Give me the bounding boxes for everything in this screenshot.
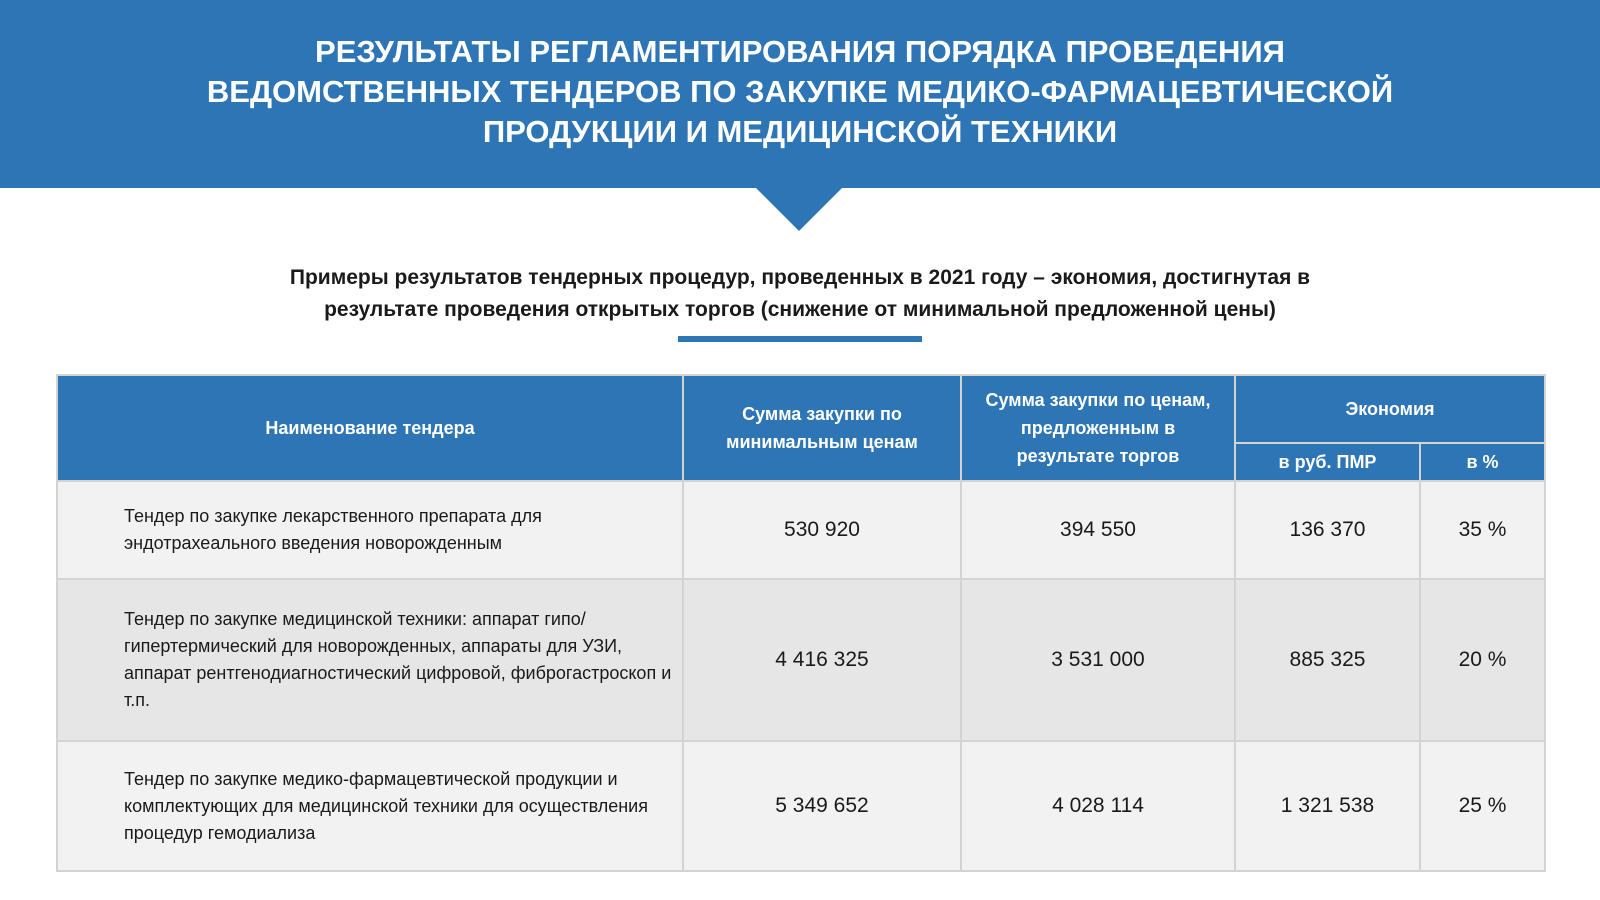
page-title: РЕЗУЛЬТАТЫ РЕГЛАМЕНТИРОВАНИЯ ПОРЯДКА ПРОВЕДЕНИЯ ВЕДОМСТВЕННЫХ ТЕНДЕРОВ ПО ЗАКУПКЕ МЕДИКО-ФАРМАЦЕВТИЧЕСКОЙ ПРОДУКЦИИ И МЕДИЦИНСКОЙ ТЕХНИКИ — [206, 34, 1394, 149]
savings-pct-cell: 25 % — [1420, 741, 1545, 871]
savings-pct-cell: 35 % — [1420, 481, 1545, 579]
caption-underline — [678, 336, 922, 342]
banner-pointer-arrow — [755, 187, 843, 231]
auction-price-cell: 394 550 — [961, 481, 1235, 579]
auction-price-cell: 3 531 000 — [961, 579, 1235, 741]
savings-rub-cell: 1 321 538 — [1235, 741, 1420, 871]
header-savings-rub — [1235, 443, 1420, 481]
tender-name-cell: Тендер по закупке лекарственного препарата для эндотрахеального введения новорожденным — [57, 481, 683, 579]
min-price-cell: 530 920 — [683, 481, 961, 579]
tender-name-cell: Тендер по закупке медицинской техники: аппарат гипо/гипертермический для новорожденных, аппараты для УЗИ, аппарат рентгенодиагностический цифровой, фиброгастроскоп и т.п. — [57, 579, 683, 741]
table-row — [57, 481, 1545, 579]
savings-rub-cell: 136 370 — [1235, 481, 1420, 579]
header-savings — [1235, 375, 1545, 443]
header-savings-label: Экономия — [1345, 399, 1435, 419]
table-caption: Примеры результатов тендерных процедур, проведенных в 2021 году – экономия, достигнутая в результате проведения открытых торгов (снижение от минимальной предложенной цены) — [289, 266, 1311, 321]
header-tender-name — [57, 375, 683, 481]
min-price-cell: 5 349 652 — [683, 741, 961, 871]
table-row — [57, 579, 1545, 741]
header-savings-rub-label: в руб. ПМР — [1278, 452, 1377, 472]
header-auction-price — [961, 375, 1235, 481]
header-min-price-label: Сумма закупки по минимальным ценам — [726, 404, 918, 452]
header-savings-pct — [1420, 443, 1545, 481]
savings-pct-cell: 20 % — [1420, 579, 1545, 741]
savings-rub-cell: 885 325 — [1235, 579, 1420, 741]
auction-price-cell: 4 028 114 — [961, 741, 1235, 871]
table-row — [57, 741, 1545, 871]
tender-name-cell: Тендер по закупке медико-фармацевтической продукции и комплектующих для медицинской техники для осуществления процедур гемодиализа — [57, 741, 683, 871]
header-tender-name-label: Наименование тендера — [265, 418, 475, 438]
header-auction-price-label: Сумма закупки по ценам, предложенным в результате торгов — [985, 390, 1211, 466]
tender-results-table — [56, 374, 1546, 872]
min-price-cell: 4 416 325 — [683, 579, 961, 741]
header-savings-pct-label: в % — [1466, 452, 1499, 472]
header-min-price — [683, 375, 961, 481]
